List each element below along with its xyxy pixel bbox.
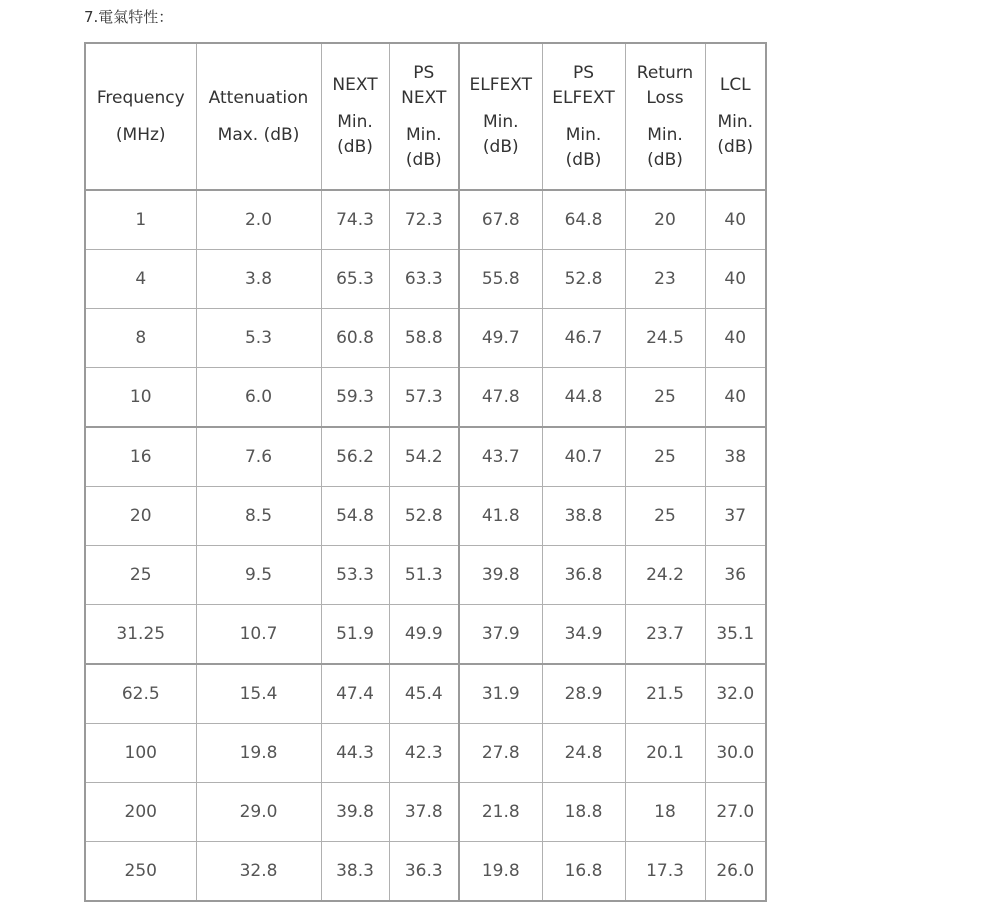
cell-frequency: 4 bbox=[85, 250, 196, 309]
header-frequency-label: Frequency bbox=[96, 87, 185, 108]
cell-ps-next: 42.3 bbox=[389, 724, 459, 783]
cell-next: 51.9 bbox=[321, 605, 389, 665]
table-row bbox=[85, 664, 766, 724]
cell-attenuation: 2.0 bbox=[196, 190, 321, 250]
cell-ps-elfext: 38.8 bbox=[542, 487, 625, 546]
cell-attenuation: 8.5 bbox=[196, 487, 321, 546]
cell-return-loss: 20 bbox=[625, 190, 705, 250]
cell-lcl: 38 bbox=[705, 427, 766, 487]
header-ps-elfext-unit: Min. bbox=[565, 124, 602, 145]
header-ps-next-label: PS bbox=[413, 62, 435, 83]
header-return-loss bbox=[625, 43, 705, 190]
cell-elfext: 21.8 bbox=[459, 783, 542, 842]
header-next-unit: Min. bbox=[337, 112, 373, 132]
cell-next: 74.3 bbox=[321, 190, 389, 250]
cell-frequency: 62.5 bbox=[85, 664, 196, 724]
cell-attenuation: 32.8 bbox=[196, 842, 321, 902]
table-row bbox=[85, 368, 766, 428]
header-elfext-unit: (dB) bbox=[482, 137, 519, 157]
cell-ps-elfext: 34.9 bbox=[542, 605, 625, 665]
header-return-loss-label: Loss bbox=[646, 87, 684, 108]
cell-elfext: 67.8 bbox=[459, 190, 542, 250]
header-frequency bbox=[85, 43, 196, 190]
cell-ps-next: 45.4 bbox=[389, 664, 459, 724]
cell-frequency: 10 bbox=[85, 368, 196, 428]
cell-ps-next: 36.3 bbox=[389, 842, 459, 902]
cell-elfext: 39.8 bbox=[459, 546, 542, 605]
header-ps-next-unit: Min. bbox=[405, 124, 442, 145]
header-lcl-label: LCL bbox=[719, 75, 751, 95]
table-header-row bbox=[85, 43, 766, 190]
cell-elfext: 43.7 bbox=[459, 427, 542, 487]
cell-attenuation: 3.8 bbox=[196, 250, 321, 309]
table-row bbox=[85, 309, 766, 368]
table-row bbox=[85, 783, 766, 842]
section-heading: 7.電氣特性： bbox=[84, 8, 174, 26]
cell-next: 53.3 bbox=[321, 546, 389, 605]
cell-elfext: 31.9 bbox=[459, 664, 542, 724]
table-row bbox=[85, 427, 766, 487]
header-lcl-unit: Min. bbox=[717, 112, 754, 132]
cell-lcl: 26.0 bbox=[705, 842, 766, 902]
cell-elfext: 55.8 bbox=[459, 250, 542, 309]
cell-frequency: 200 bbox=[85, 783, 196, 842]
cell-frequency: 25 bbox=[85, 546, 196, 605]
table-row bbox=[85, 724, 766, 783]
cell-ps-elfext: 24.8 bbox=[542, 724, 625, 783]
cell-ps-elfext: 16.8 bbox=[542, 842, 625, 902]
cell-next: 44.3 bbox=[321, 724, 389, 783]
cell-ps-next: 49.9 bbox=[389, 605, 459, 665]
table-row bbox=[85, 546, 766, 605]
cell-elfext: 19.8 bbox=[459, 842, 542, 902]
cell-lcl: 40 bbox=[705, 309, 766, 368]
header-ps-elfext-unit: (dB) bbox=[565, 149, 602, 170]
table-row bbox=[85, 190, 766, 250]
cell-ps-next: 58.8 bbox=[389, 309, 459, 368]
cell-lcl: 27.0 bbox=[705, 783, 766, 842]
cell-ps-elfext: 36.8 bbox=[542, 546, 625, 605]
header-ps-next-label: NEXT bbox=[401, 87, 447, 108]
cell-return-loss: 18 bbox=[625, 783, 705, 842]
cell-return-loss: 17.3 bbox=[625, 842, 705, 902]
cell-ps-elfext: 40.7 bbox=[542, 427, 625, 487]
cell-ps-elfext: 18.8 bbox=[542, 783, 625, 842]
cell-lcl: 36 bbox=[705, 546, 766, 605]
header-attenuation-label: Attenuation bbox=[208, 87, 309, 108]
header-ps-elfext bbox=[542, 43, 625, 190]
cell-elfext: 41.8 bbox=[459, 487, 542, 546]
header-attenuation bbox=[196, 43, 321, 190]
header-elfext-unit: Min. bbox=[482, 112, 519, 132]
cell-ps-next: 63.3 bbox=[389, 250, 459, 309]
cell-ps-elfext: 64.8 bbox=[542, 190, 625, 250]
cell-attenuation: 19.8 bbox=[196, 724, 321, 783]
cell-elfext: 49.7 bbox=[459, 309, 542, 368]
cell-next: 38.3 bbox=[321, 842, 389, 902]
cell-frequency: 100 bbox=[85, 724, 196, 783]
cell-ps-elfext: 28.9 bbox=[542, 664, 625, 724]
cell-return-loss: 23 bbox=[625, 250, 705, 309]
cell-return-loss: 24.5 bbox=[625, 309, 705, 368]
cell-ps-elfext: 44.8 bbox=[542, 368, 625, 428]
header-next bbox=[321, 43, 389, 190]
header-next-label: NEXT bbox=[332, 75, 378, 95]
cell-return-loss: 25 bbox=[625, 487, 705, 546]
header-attenuation-unit: Max. (dB) bbox=[217, 124, 300, 145]
cell-ps-next: 54.2 bbox=[389, 427, 459, 487]
cell-next: 59.3 bbox=[321, 368, 389, 428]
cell-attenuation: 5.3 bbox=[196, 309, 321, 368]
cell-ps-next: 52.8 bbox=[389, 487, 459, 546]
cell-lcl: 40 bbox=[705, 190, 766, 250]
cell-next: 60.8 bbox=[321, 309, 389, 368]
cell-next: 39.8 bbox=[321, 783, 389, 842]
header-ps-elfext-label: ELFEXT bbox=[552, 87, 615, 108]
cell-attenuation: 6.0 bbox=[196, 368, 321, 428]
cell-attenuation: 10.7 bbox=[196, 605, 321, 665]
cell-return-loss: 21.5 bbox=[625, 664, 705, 724]
cell-ps-next: 57.3 bbox=[389, 368, 459, 428]
cell-return-loss: 23.7 bbox=[625, 605, 705, 665]
cell-elfext: 27.8 bbox=[459, 724, 542, 783]
cell-frequency: 31.25 bbox=[85, 605, 196, 665]
cell-return-loss: 25 bbox=[625, 368, 705, 428]
cell-next: 56.2 bbox=[321, 427, 389, 487]
cell-lcl: 40 bbox=[705, 368, 766, 428]
cell-attenuation: 9.5 bbox=[196, 546, 321, 605]
header-elfext-label: ELFEXT bbox=[469, 75, 532, 95]
header-return-loss-unit: Min. bbox=[647, 124, 683, 145]
cell-next: 65.3 bbox=[321, 250, 389, 309]
cell-ps-elfext: 46.7 bbox=[542, 309, 625, 368]
cell-frequency: 250 bbox=[85, 842, 196, 902]
cell-lcl: 30.0 bbox=[705, 724, 766, 783]
table-row bbox=[85, 842, 766, 902]
header-ps-next bbox=[389, 43, 459, 190]
cell-attenuation: 29.0 bbox=[196, 783, 321, 842]
cell-return-loss: 20.1 bbox=[625, 724, 705, 783]
cell-elfext: 47.8 bbox=[459, 368, 542, 428]
cell-next: 54.8 bbox=[321, 487, 389, 546]
cell-frequency: 8 bbox=[85, 309, 196, 368]
table-row bbox=[85, 487, 766, 546]
cell-return-loss: 25 bbox=[625, 427, 705, 487]
cell-lcl: 32.0 bbox=[705, 664, 766, 724]
header-frequency-unit: (MHz) bbox=[115, 124, 166, 145]
cell-ps-elfext: 52.8 bbox=[542, 250, 625, 309]
cell-lcl: 37 bbox=[705, 487, 766, 546]
cell-ps-next: 51.3 bbox=[389, 546, 459, 605]
cell-lcl: 35.1 bbox=[705, 605, 766, 665]
cell-frequency: 20 bbox=[85, 487, 196, 546]
header-next-unit: (dB) bbox=[337, 137, 373, 157]
table-row bbox=[85, 250, 766, 309]
cell-attenuation: 7.6 bbox=[196, 427, 321, 487]
header-return-loss-unit: (dB) bbox=[647, 149, 683, 170]
cell-attenuation: 15.4 bbox=[196, 664, 321, 724]
cell-next: 47.4 bbox=[321, 664, 389, 724]
header-ps-next-unit: (dB) bbox=[405, 149, 442, 170]
header-lcl bbox=[705, 43, 766, 190]
header-return-loss-label: Return bbox=[636, 62, 694, 83]
header-lcl-unit: (dB) bbox=[717, 137, 754, 157]
cell-ps-next: 72.3 bbox=[389, 190, 459, 250]
header-ps-elfext-label: PS bbox=[572, 62, 595, 83]
cell-elfext: 37.9 bbox=[459, 605, 542, 665]
cell-frequency: 16 bbox=[85, 427, 196, 487]
cell-ps-next: 37.8 bbox=[389, 783, 459, 842]
header-elfext bbox=[459, 43, 542, 190]
cell-frequency: 1 bbox=[85, 190, 196, 250]
table-row bbox=[85, 605, 766, 665]
electrical-spec-table bbox=[84, 42, 767, 902]
cell-return-loss: 24.2 bbox=[625, 546, 705, 605]
cell-lcl: 40 bbox=[705, 250, 766, 309]
